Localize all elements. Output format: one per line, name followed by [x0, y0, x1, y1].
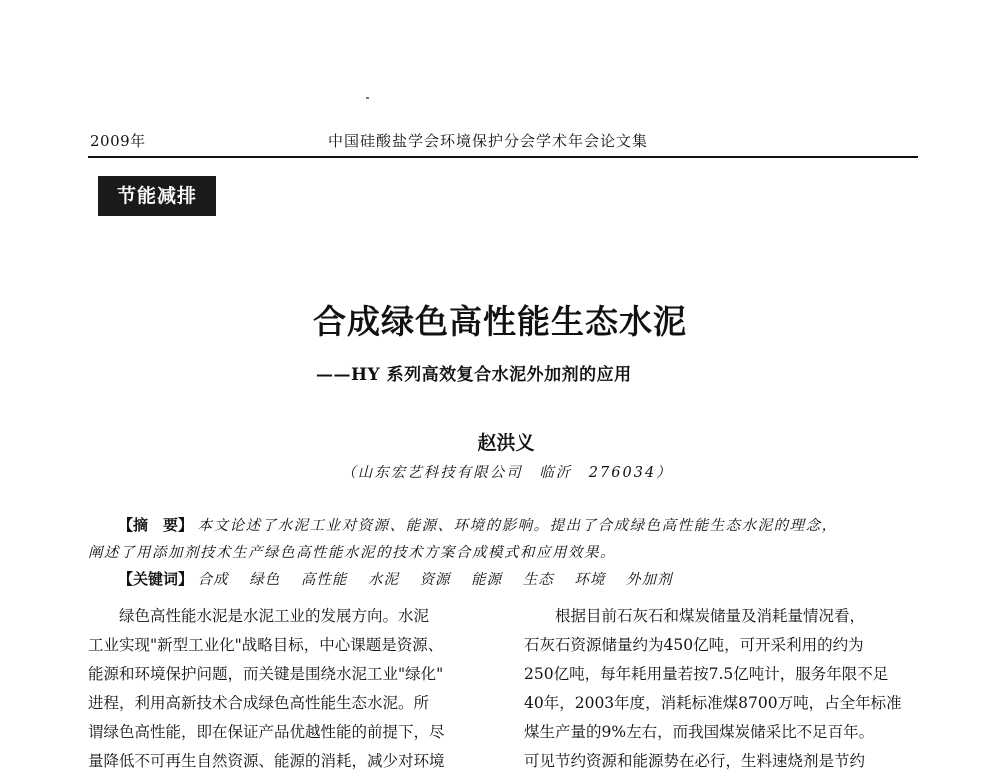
body-line: 量降低不可再生自然资源、能源的消耗，减少对环境 [88, 752, 445, 770]
keyword: 水泥 [367, 572, 399, 588]
body-line: 根据目前石灰石和煤炭储量及消耗量情况看， [555, 607, 866, 625]
abstract-line [88, 512, 920, 540]
body-line: 40年，2003年度，消耗标准煤8700万吨，占全年标准 [524, 694, 902, 712]
header-journal-title: 中国硅酸盐学会环境保护分会学术年会论文集 [328, 132, 649, 150]
body-line: 谓绿色高性能，即在保证产品优越性能的前提下，尽 [88, 723, 445, 741]
body-column-right [524, 602, 924, 776]
abstract-line [88, 540, 920, 567]
running-header [88, 130, 918, 158]
header-year: 2009年 [90, 132, 146, 150]
body-line: 绿色高性能水泥是水泥工业的发展方向。水泥 [119, 607, 430, 625]
keyword: 合成 [197, 572, 229, 588]
body-line: 石灰石资源储量约为450亿吨，可开采利用的约为 [524, 636, 864, 654]
keyword: 生态 [522, 572, 554, 588]
body-line: 能源和环境保护问题，而关键是围绕水泥工业"绿化" [88, 665, 444, 683]
body-line: 250亿吨，每年耗用量若按7.5亿吨计，服务年限不足 [524, 665, 889, 683]
abstract [88, 512, 920, 567]
abstract-text: 阐述了用添加剂技术生产绿色高性能水泥的技术方案合成模式和应用效果。 [88, 545, 616, 561]
author-affiliation: （山东宏艺科技有限公司 临沂 276034） [341, 465, 673, 481]
abstract-text: 本文论述了水泥工业对资源、能源、环境的影响。提出了合成绿色高性能生态水泥的理念， [197, 518, 838, 534]
keyword: 资源 [419, 572, 451, 588]
body-line: 煤生产量的9%左右，而我国煤炭储采比不足百年。 [524, 723, 875, 741]
body-line: 可见节约资源和能源势在必行，生料速烧剂是节约 [524, 752, 866, 770]
paper-subtitle: ——HY 系列高效复合水泥外加剂的应用 [316, 365, 632, 385]
abstract-label: 【摘 要】 [118, 516, 194, 534]
keyword: 高性能 [300, 572, 348, 588]
author-name: 赵洪义 [477, 432, 535, 454]
keyword: 外加剂 [626, 572, 673, 588]
keyword: 环境 [574, 572, 606, 588]
keyword: 绿色 [249, 572, 281, 588]
paper-title: 合成绿色高性能生态水泥 [313, 302, 687, 341]
scan-speck [366, 97, 369, 99]
section-tag: 节能减排 [98, 176, 216, 216]
keywords-label: 【关键词】 [118, 570, 194, 588]
body-line: 进程，利用高新技术合成绿色高性能生态水泥。所 [88, 694, 430, 712]
keyword: 能源 [471, 572, 503, 588]
body-column-left [88, 602, 498, 776]
keywords [118, 566, 918, 594]
body-line: 工业实现"新型工业化"战略目标，中心课题是资源、 [88, 636, 444, 654]
